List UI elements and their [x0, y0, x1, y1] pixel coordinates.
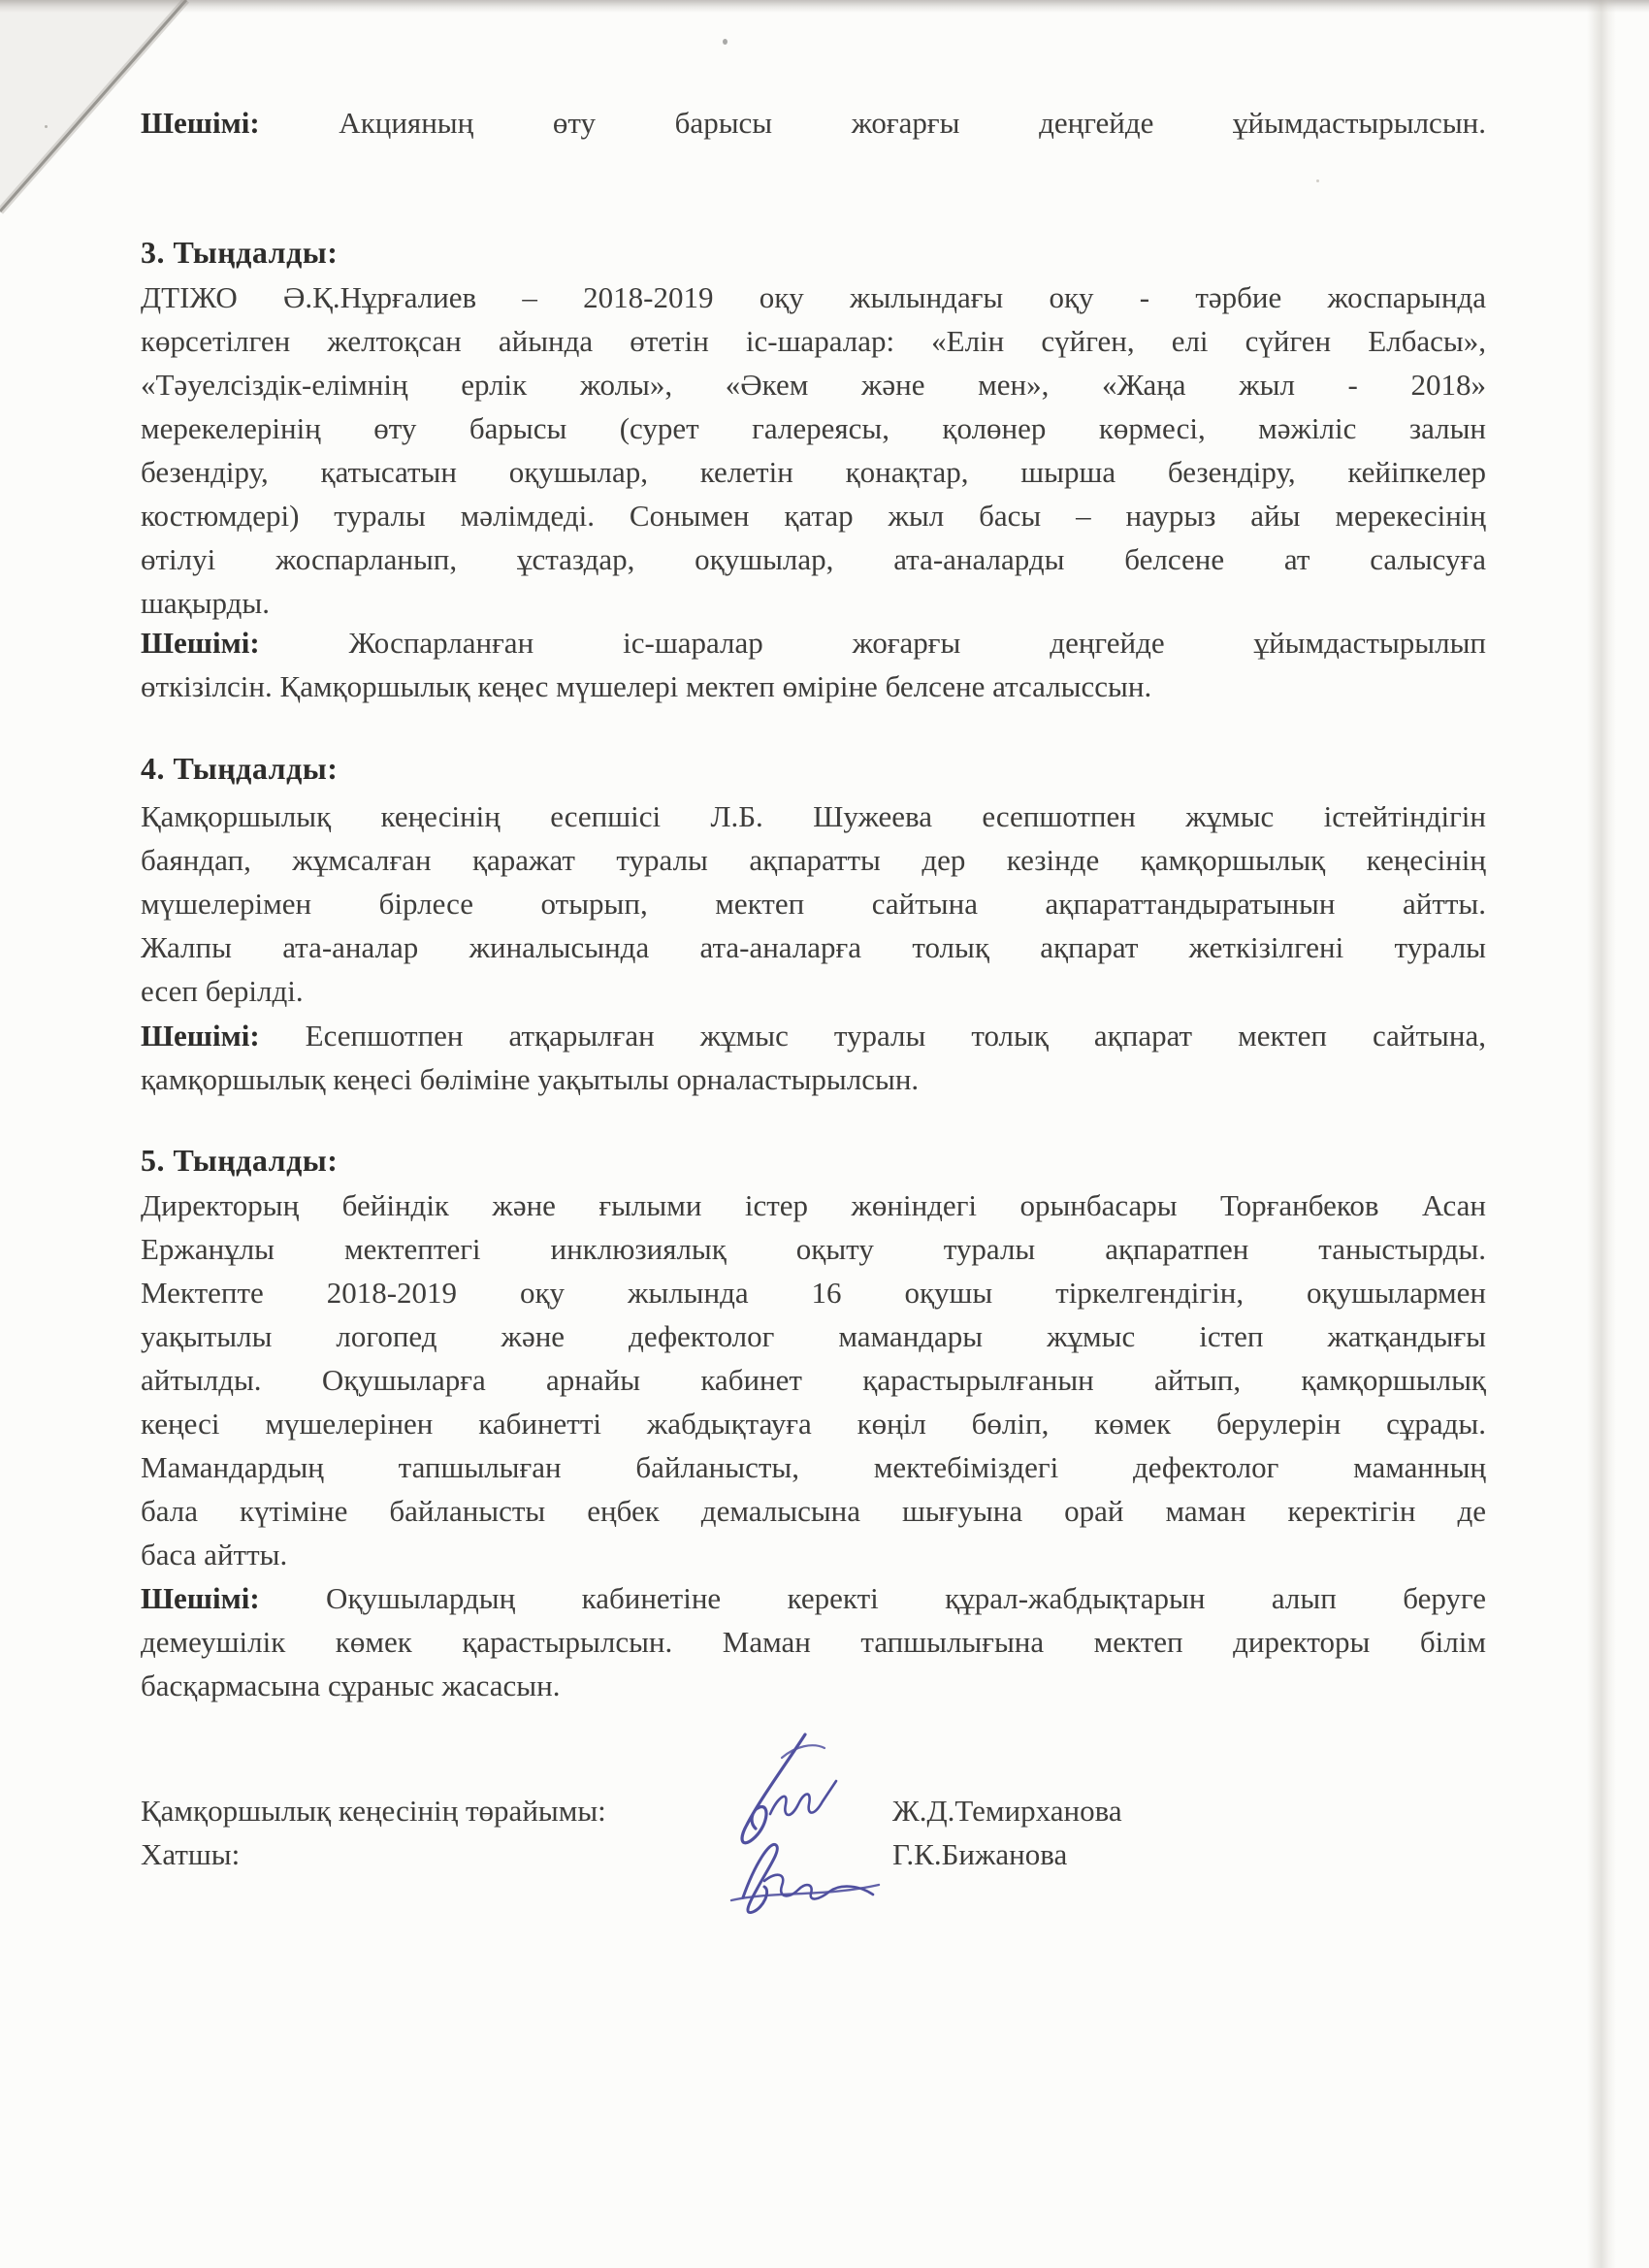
resolution-paragraph	[141, 1014, 1486, 1101]
text-line: демеушілік көмек қарастырылсын. Маман тапшылығына мектеп директоры білім	[141, 1625, 1486, 1659]
section-heading: 5. Тыңдалды:	[141, 1143, 339, 1178]
text-line: басқармасына сұраныс жасасын.	[141, 1669, 561, 1702]
text-line: Мамандардың тапшылыған байланысты, мектебіміздегі дефектолог маманның	[141, 1450, 1486, 1484]
scan-speck	[1316, 179, 1319, 182]
text-line: мерекелерінің өту барысы (сурет галереясы, қолөнер көрмесі, мәжіліс залын	[141, 411, 1486, 445]
scan-speck	[45, 125, 48, 128]
resolution-paragraph	[141, 1576, 1486, 1707]
secretary-signature	[714, 1835, 887, 1921]
text-line: шақырды.	[141, 586, 270, 620]
text-line: Шешімі: Жоспарланған іс-шаралар жоғарғы деңгейде ұйымдастырылып	[141, 626, 1486, 660]
section-body	[141, 794, 1486, 1013]
text-line: баяндап, жұмсалған қаражат туралы ақпаратты дер кезінде қамқоршылық кеңесінің	[141, 843, 1486, 877]
resolution-label: Шешімі:	[141, 106, 260, 140]
text-line: безендіру, қатысатын оқушылар, келетін қонақтар, шырша безендіру, кейіпкелер	[141, 455, 1486, 489]
text-line: Директорың бейіндік және ғылыми істер жөніндегі орынбасары Торғанбеков Асан	[141, 1188, 1486, 1222]
text-line: кеңесі мүшелерінен кабинетті жабдықтауға көңіл бөліп, көмек берулерін сұрады.	[141, 1407, 1486, 1441]
text-line: баса айтты.	[141, 1538, 288, 1571]
scan-edge-top	[0, 0, 1649, 13]
text-line: Шешімі: Оқушылардың кабинетіне керекті құрал-жабдықтарын алып беруге	[141, 1581, 1486, 1615]
text-line: Шешімі: Акцияның өту барысы жоғарғы деңгейде ұйымдастырылсын.	[141, 106, 1486, 140]
resolution-paragraph	[141, 101, 1486, 145]
text-line: көрсетілген желтоқсан айында өтетін іс-шаралар: «Елін сүйген, елі сүйген Елбасы»,	[141, 324, 1486, 358]
resolution-paragraph	[141, 621, 1486, 708]
text-line: есеп берілді.	[141, 974, 304, 1008]
resolution-label: Шешімі:	[141, 1019, 260, 1053]
text-line: өтілуі жоспарланып, ұстаздар, оқушылар, ата-аналарды белсене ат салысуға	[141, 542, 1486, 576]
text-line: бала күтіміне байланысты еңбек демалысына шығуына орай маман керектігін де	[141, 1494, 1486, 1528]
section-body	[141, 275, 1486, 625]
text-line: Шешімі: Есепшотпен атқарылған жұмыс туралы толық ақпарат мектеп сайтына,	[141, 1019, 1486, 1053]
section-body	[141, 1183, 1486, 1576]
text-line: костюмдері) туралы мәлімдеді. Сонымен қатар жыл басы – наурыз айы мерекесінің	[141, 499, 1486, 533]
scan-speck	[723, 39, 728, 45]
resolution-label: Шешімі:	[141, 626, 260, 660]
section-heading: 3. Тыңдалды:	[141, 235, 339, 270]
resolution-label: Шешімі:	[141, 1581, 260, 1615]
text-line: өткізілсін. Қамқоршылық кеңес мүшелері мектеп өміріне белсене атсалыссын.	[141, 669, 1152, 703]
text-line: Жалпы ата-аналар жиналысында ата-аналарға толық ақпарат жеткізілгені туралы	[141, 930, 1486, 964]
text-line: Мектепте 2018-2019 оқу жылында 16 оқушы тіркелгендігін, оқушылармен	[141, 1276, 1486, 1310]
text-line: Қамқоршылық кеңесінің есепшісі Л.Б. Шужеева есепшотпен жұмыс істейтіндігін	[141, 799, 1486, 833]
text-line: уақытылы логопед және дефектолог мамандары жұмыс істеп жатқандығы	[141, 1319, 1486, 1353]
chair-signature	[720, 1733, 865, 1849]
chair-name: Ж.Д.Темирханова	[892, 1794, 1122, 1828]
text-line: Ержанұлы мектептегі инклюзиялық оқыту туралы ақпаратпен таныстырды.	[141, 1232, 1486, 1266]
secretary-name: Г.К.Бижанова	[892, 1837, 1068, 1871]
scan-edge-right	[1587, 0, 1616, 2268]
text-line: «Тәуелсіздік-елімнің ерлік жолы», «Әкем және мен», «Жаңа жыл - 2018»	[141, 368, 1486, 402]
text-line: мүшелерімен бірлесе отырып, мектеп сайтына ақпараттандыратынын айтты.	[141, 887, 1486, 921]
chair-label: Қамқоршылық кеңесінің төрайымы:	[141, 1794, 606, 1828]
text-line: ДТІЖО Ә.Қ.Нұрғалиев – 2018-2019 оқу жылындағы оқу - тәрбие жоспарында	[141, 280, 1486, 314]
section-heading: 4. Тыңдалды:	[141, 751, 339, 786]
secretary-label: Хатшы:	[141, 1837, 241, 1871]
text-line: қамқоршылық кеңесі бөліміне уақытылы орналастырылсын.	[141, 1062, 920, 1096]
text-line: айтылды. Оқушыларға арнайы кабинет қарастырылғанын айтып, қамқоршылық	[141, 1363, 1486, 1397]
